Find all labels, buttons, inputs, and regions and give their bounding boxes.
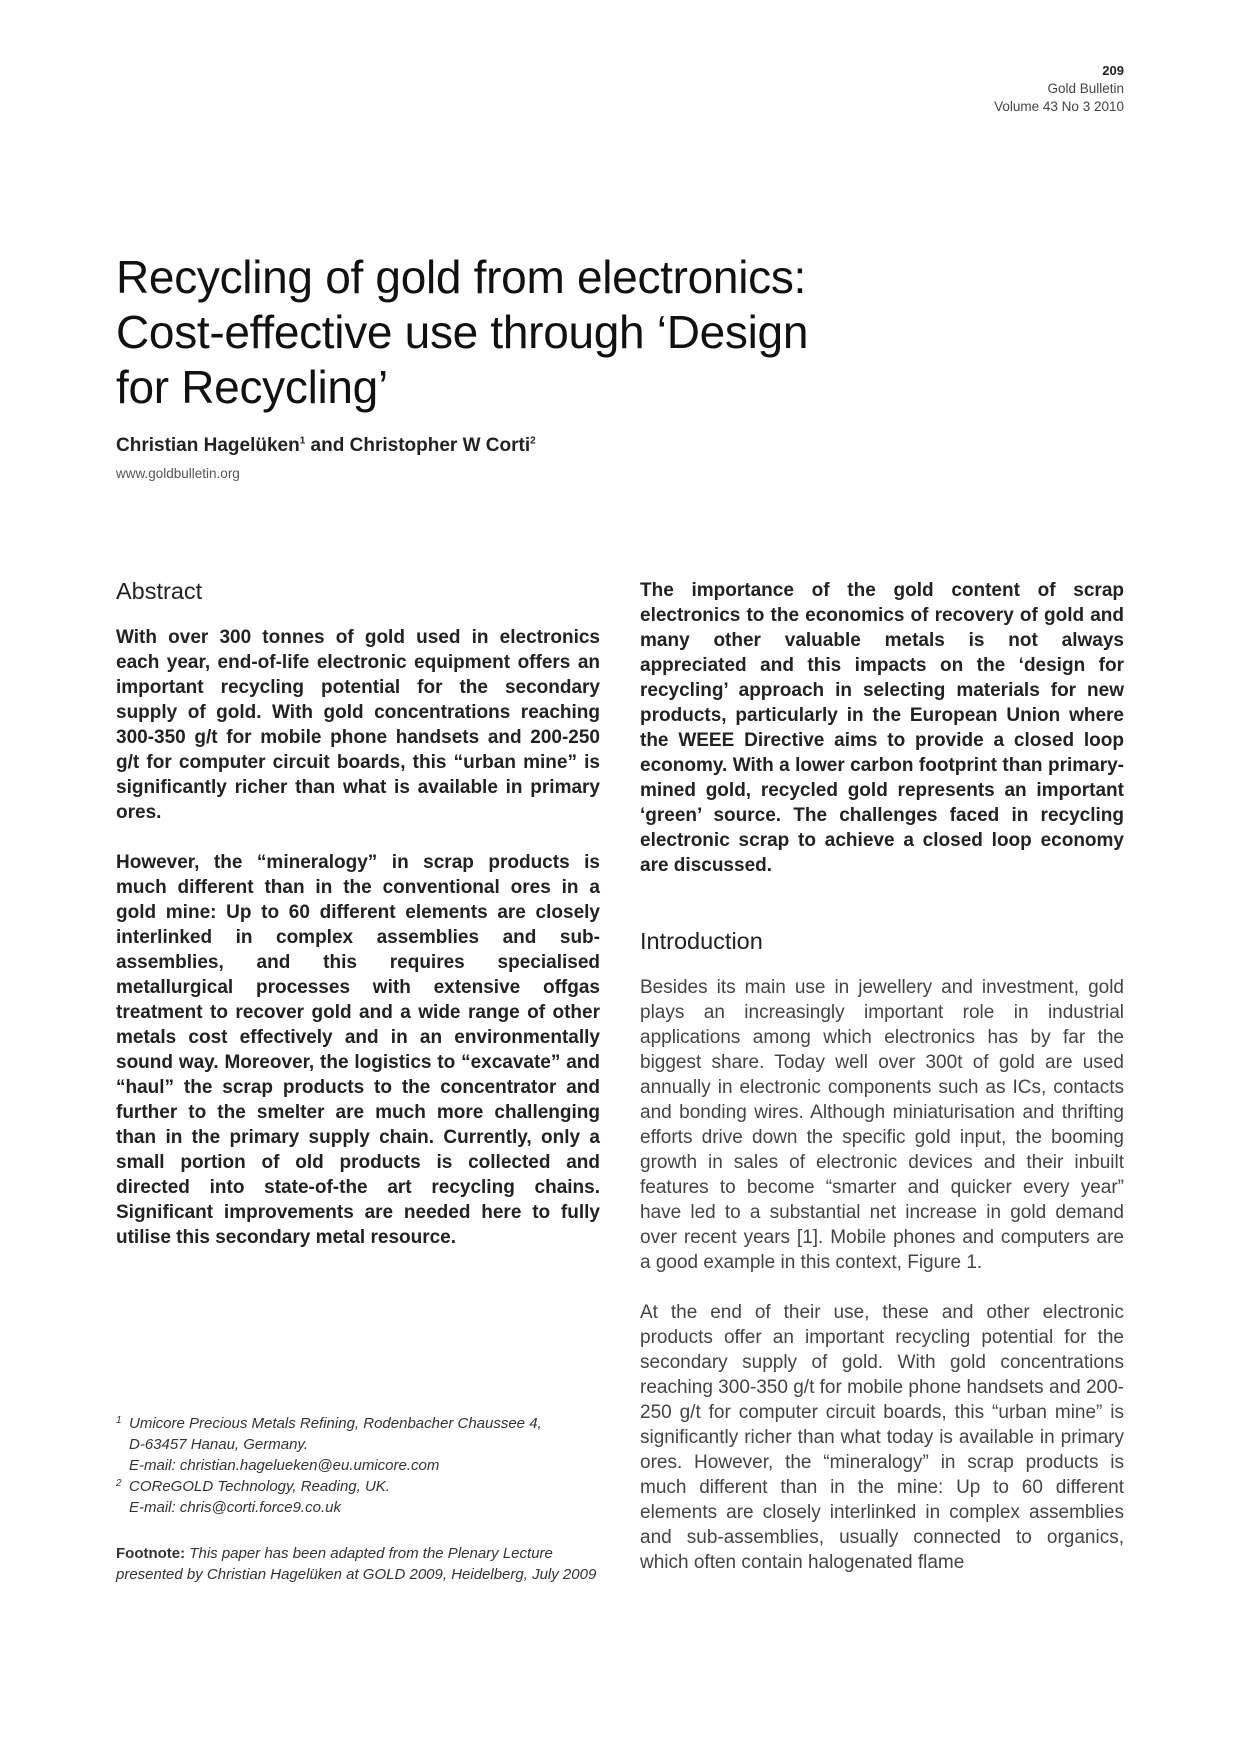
journal-website[interactable]: www.goldbulletin.org xyxy=(116,466,240,481)
author-joiner: and xyxy=(305,435,350,456)
footnote-label: Footnote: xyxy=(116,1545,186,1562)
abstract-paragraph-3: The importance of the gold content of scrap electronics to the economics of recovery of gold and many other valuable metals is not always appreciated and this impacts on the ‘design for recycling’ approach in selecting materials for new products, particularly in the European Union where the WEEE Directive aims to provide a closed loop economy. With a lower carbon footprint than primary-mined gold, recycled gold represents an important ‘green’ source. The challenges faced in recycling electronic scrap to achieve a closed loop economy are discussed. xyxy=(640,580,1124,876)
right-column xyxy=(640,578,1124,1600)
footnote-1-line-1: Umicore Precious Metals Refining, Rodenbacher Chaussee 4, xyxy=(129,1415,542,1432)
footnote-2 xyxy=(116,1476,606,1518)
title-line-3: for Recycling’ xyxy=(116,361,388,413)
title-line-2: Cost-effective use through ‘Design xyxy=(116,306,809,358)
left-column xyxy=(116,578,600,1275)
author-1: Christian Hagelüken xyxy=(116,435,300,456)
footnote-1-email[interactable]: E-mail: christian.hagelueken@eu.umicore.com xyxy=(129,1457,440,1474)
running-header xyxy=(994,62,1124,116)
affiliation-footnotes xyxy=(116,1413,606,1518)
footnote-1-number: 1 xyxy=(116,1415,122,1426)
introduction-paragraph-1: Besides its main use in jewellery and investment, gold plays an increasingly important role in industrial applications among which electronics has by far the biggest share. Today well over 300t of gold are used annually in electronic components such as ICs, contacts and bonding wires. Although miniaturisation and thrifting efforts drive down the specific gold input, the booming growth in sales of electronic devices and their inbuilt features to become “smarter and quicker every year” have led to a substantial net increase in gold demand over recent years [1]. Mobile phones and computers are a good example in this context, Figure 1. xyxy=(640,977,1124,1273)
introduction-heading: Introduction xyxy=(640,928,763,954)
footnote-1-line-2: D-63457 Hanau, Germany. xyxy=(129,1436,308,1453)
journal-name: Gold Bulletin xyxy=(1047,81,1124,96)
title-line-1: Recycling of gold from electronics: xyxy=(116,251,807,303)
introduction-paragraph-2: At the end of their use, these and other electronic products offer an important recycling potential for the secondary supply of gold. With gold concentrations reaching 300-350 g/t for mobile phone handsets and 200-250 g/t for computer circuit boards, this “urban mine” is significantly richer than what today is available in primary ores. However, the “mineralogy” in scrap products is much different than in the mine: Up to 60 different elements are closely interlinked in complex assemblies and sub-assemblies, usually connected to organics, which often contain halogenated flame xyxy=(640,1302,1124,1573)
journal-issue: Volume 43 No 3 2010 xyxy=(994,99,1124,114)
footnote-1 xyxy=(116,1413,606,1476)
footnote-2-number: 2 xyxy=(116,1478,122,1489)
footnote-2-line-1: COReGOLD Technology, Reading, UK. xyxy=(129,1478,390,1495)
abstract-paragraph-1: With over 300 tonnes of gold used in electronics each year, end-of-life electronic equipment offers an important recycling potential for the secondary supply of gold. With gold concentrations reaching 300-350 g/t for mobile phone handsets and 200-250 g/t for computer circuit boards, this “urban mine” is significantly richer than what is available in primary ores. xyxy=(116,627,600,823)
abstract-paragraph-2: However, the “mineralogy” in scrap products is much different than in the conventional ores in a gold mine: Up to 60 different elements are closely interlinked in complex assemblies and sub-assemblies, and this requires specialised metallurgical processes with extensive offgas treatment to recover gold and a wide range of other metals cost effectively and in an environmentally sound way. Moreover, the logistics to “excavate” and “haul” the scrap products to the concentrator and further to the smelter are much more challenging than in the primary supply chain. Currently, only a small portion of old products is collected and directed into state-of-the art recycling chains. Significant improvements are needed here to fully utilise this secondary metal resource. xyxy=(116,852,600,1248)
author-1-affiliation: 1 xyxy=(299,435,306,447)
author-list xyxy=(116,435,536,457)
author-2: Christopher W Corti xyxy=(349,435,531,456)
author-2-affiliation: 2 xyxy=(530,435,536,447)
abstract-heading: Abstract xyxy=(116,578,203,604)
page-number: 209 xyxy=(1102,63,1124,78)
plenary-footnote xyxy=(116,1543,606,1585)
article-title xyxy=(116,250,1016,415)
footnote-2-email[interactable]: E-mail: chris@corti.force9.co.uk xyxy=(129,1499,341,1516)
footnote-text: This paper has been adapted from the Plenary Lecture presented by Christian Hagelüken at GOLD 2009, Heidelberg, July 2009 xyxy=(116,1545,597,1583)
